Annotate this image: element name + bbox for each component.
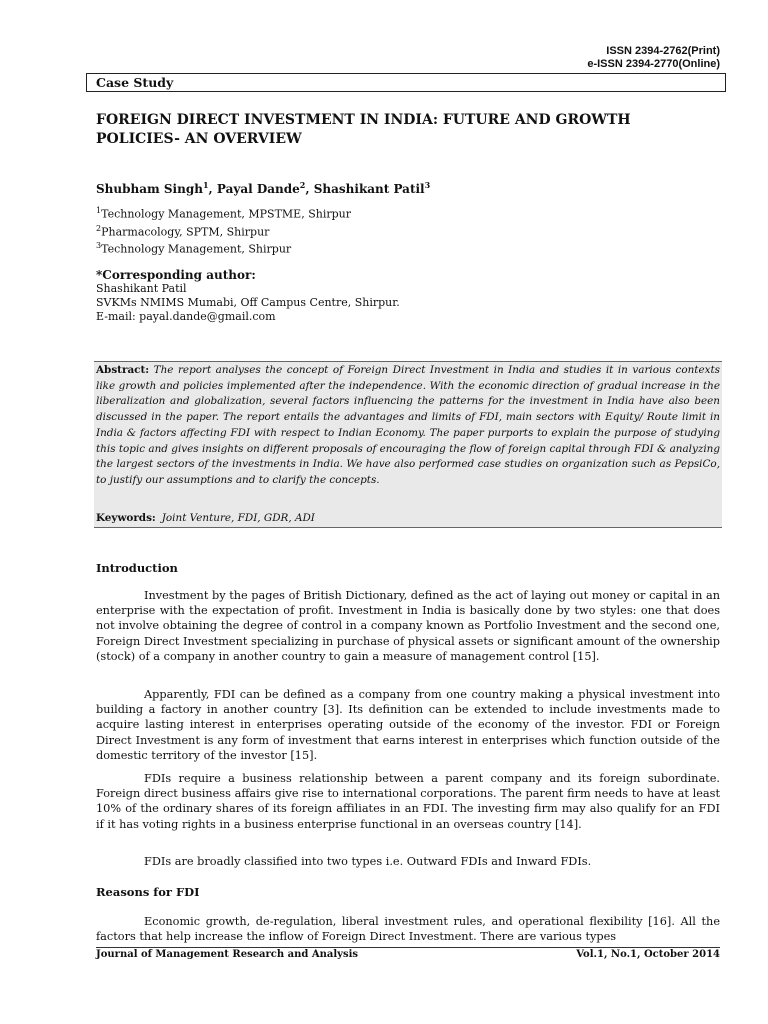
author-sup: 1 bbox=[202, 180, 209, 190]
abstract-box bbox=[94, 361, 722, 528]
paragraph-text: Economic growth, de-regulation, liberal investment rules, and operational flexibility [16]. All the factors that help increase the inflow of Foreign Direct Investment. There are various types bbox=[96, 915, 720, 944]
author-name: Shashikant Patil bbox=[313, 182, 425, 196]
footer-volume: Vol.1, No.1, October 2014 bbox=[576, 949, 720, 960]
author-list bbox=[96, 180, 430, 196]
author-sup: 3 bbox=[424, 180, 431, 190]
paragraph bbox=[96, 687, 720, 763]
abstract-label: Abstract: bbox=[96, 364, 150, 376]
footer-journal: Journal of Management Research and Analysis bbox=[96, 949, 359, 960]
author-sup: 2 bbox=[299, 180, 306, 190]
section-heading-introduction: Introduction bbox=[96, 561, 178, 575]
paragraph bbox=[96, 914, 720, 944]
affiliation-sup: 1 bbox=[96, 206, 102, 215]
paper-title-line-2: POLICIES- AN OVERVIEW bbox=[96, 131, 302, 147]
paper-title-line-1: FOREIGN DIRECT INVESTMENT IN INDIA: FUTURE AND GROWTH bbox=[96, 112, 631, 128]
paragraph-text: FDIs are broadly classified into two types i.e. Outward FDIs and Inward FDIs. bbox=[144, 855, 592, 868]
paragraph bbox=[96, 588, 720, 664]
paragraph-text: Apparently, FDI can be defined as a company from one country making a physical investment into building a factory in another country [3]. Its definition can be extended to include investments made to acquire lasting interest in enterprises operating outside of the economy of the investor. FDI or Foreign Direct Investment is any form of investment that earns interest in enterprises which function outside of the domestic territory of the investor [15]. bbox=[96, 688, 720, 762]
author-name: Payal Dande bbox=[216, 182, 300, 196]
paragraph bbox=[96, 771, 720, 832]
case-study-label: Case Study bbox=[96, 75, 174, 90]
abstract-body: The report analyses the concept of Foreign Direct Investment in India and studies it in various contexts like growth and policies implemented after the independence. With the economic direction of gradual increase in the liberalization and globalization, several factors influencing the patterns for the investment in India have also been discussed in the paper. The report entails the advantages and limits of FDI, main sectors with Equity/ Route limit in India & factors affecting FDI with respect to Indian Economy. The paper purports to explain the purpose of studying this topic and gives insights on different proposals of encouraging the flow of foreign capital through FDI & analyzing the largest sectors of the investments in India. We have also performed case studies on organization such as PepsiCo, to justify our assumptions and to clarify the concepts. bbox=[96, 364, 720, 486]
affiliation-sup: 3 bbox=[96, 241, 102, 251]
author-name: Shubham Singh bbox=[96, 182, 203, 196]
keywords-values: Joint Venture, FDI, GDR, ADI bbox=[161, 512, 315, 524]
affiliations bbox=[96, 204, 351, 257]
paragraph-text: Investment by the pages of British Dictionary, defined as the act of laying out money or capital in an enterprise with the expectation of profit. Investment in India is basically done by two styles: one that does not involve obtaining the degree of control in a company known as Portfolio Investment and the second one, Foreign Direct Investment specializing in purchase of physical assets or significant amount of the ownership (stock) of a company in another country to gain a measure of management control [15]. bbox=[96, 589, 720, 663]
paper-title bbox=[96, 111, 696, 149]
affiliation-item bbox=[96, 222, 351, 240]
footer-rule bbox=[96, 947, 720, 948]
affiliation-item bbox=[96, 204, 351, 222]
affiliation-text: Technology Management, Shirpur bbox=[101, 242, 292, 256]
corresponding-name: Shashikant Patil bbox=[96, 282, 187, 295]
keywords-line bbox=[96, 512, 315, 524]
case-study-banner bbox=[86, 73, 726, 92]
affiliation-item bbox=[96, 239, 351, 257]
author-sep: , bbox=[208, 182, 217, 196]
author-sep: , bbox=[305, 182, 314, 196]
section-heading-reasons: Reasons for FDI bbox=[96, 885, 200, 899]
affiliation-text: Pharmacology, SPTM, Shirpur bbox=[101, 225, 270, 239]
paragraph-text: FDIs require a business relationship between a parent company and its foreign subordinate. Foreign direct business affairs give rise to international corporations. The parent firm needs to have at least 10% of the ordinary shares of its foreign affiliates in an FDI. The investing firm may also qualify for an FDI if it has voting rights in a business enterprise functional in an overseas country [14]. bbox=[96, 772, 720, 831]
abstract-text bbox=[96, 363, 720, 489]
paragraph bbox=[96, 854, 720, 869]
keywords-label: Keywords: bbox=[96, 512, 156, 524]
issn-print: ISSN 2394-2762(Print) bbox=[606, 45, 720, 57]
corresponding-address: SVKMs NMIMS Mumabi, Off Campus Centre, Shirpur. bbox=[96, 296, 400, 309]
issn-online: e-ISSN 2394-2770(Online) bbox=[587, 58, 720, 70]
corresponding-email: E-mail: payal.dande@gmail.com bbox=[96, 310, 276, 323]
affiliation-text: Technology Management, MPSTME, Shirpur bbox=[101, 207, 351, 221]
issn-block bbox=[587, 45, 720, 71]
affiliation-sup: 2 bbox=[96, 223, 102, 233]
corresponding-author bbox=[96, 268, 400, 324]
corresponding-heading: *Corresponding author: bbox=[96, 268, 256, 282]
